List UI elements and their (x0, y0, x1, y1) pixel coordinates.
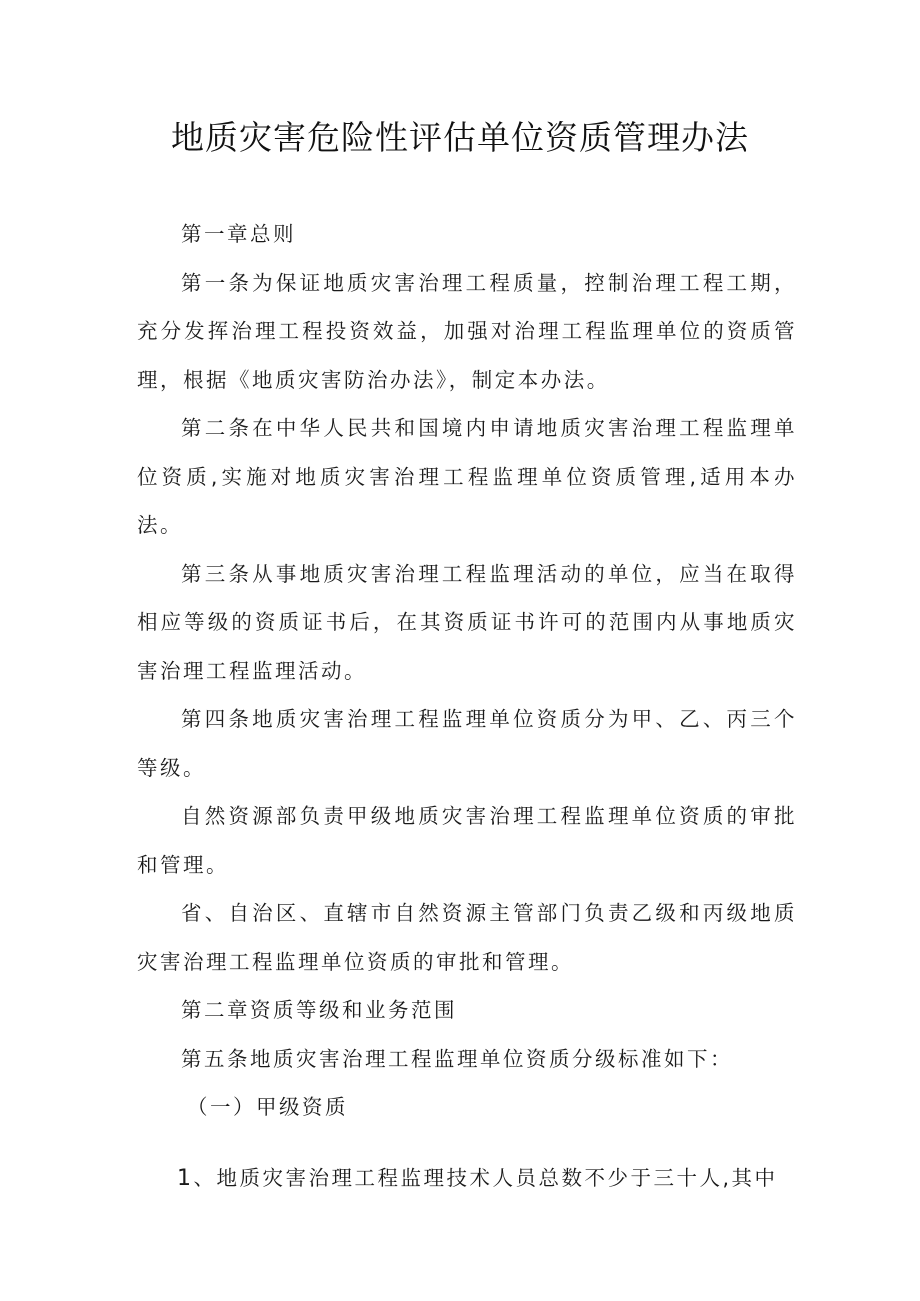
chapter-heading-2: 第二章资质等级和业务范围 (181, 998, 457, 1022)
article-5: 第五条地质灾害治理工程监理单位资质分级标准如下： (181, 1046, 733, 1071)
article-2: 第二条在中华人民共和国境内申请地质灾害治理工程监理单位资质,实施对地质灾害治理工程监理单位资质管理,适用本办法。 (137, 416, 797, 537)
numbered-item-1 (137, 1154, 797, 1204)
chapter-heading-1: 第一章总则 (181, 222, 296, 246)
document-body (137, 210, 797, 1203)
article-1: 第一条为保证地质灾害治理工程质量，控制治理工程工期，充分发挥治理工程投资效益，加强对治理工程监理单位的资质管理，根据《地质灾害防治办法》，制定本办法。 (137, 270, 797, 392)
article-4: 第四条地质灾害治理工程监理单位资质分为甲、乙、丙三个等级。 (137, 707, 797, 780)
item-number: 1 (177, 1165, 194, 1191)
item-text: 、地质灾害治理工程监理技术人员总数不少于三十人,其中 (193, 1165, 778, 1190)
grade-a-heading: （一）甲级资质 (187, 1095, 348, 1119)
document-title: 地质灾害危险性评估单位资质管理办法 (171, 118, 749, 157)
article-4-paragraph-2: 自然资源部负责甲级地质灾害治理工程监理单位资质的审批和管理。 (137, 804, 797, 877)
article-4-paragraph-3: 省、自治区、直辖市自然资源主管部门负责乙级和丙级地质灾害治理工程监理单位资质的审批和管理。 (137, 901, 797, 974)
article-3: 第三条从事地质灾害治理工程监理活动的单位，应当在取得相应等级的资质证书后，在其资质证书许可的范围内从事地质灾害治理工程监理活动。 (137, 561, 797, 683)
